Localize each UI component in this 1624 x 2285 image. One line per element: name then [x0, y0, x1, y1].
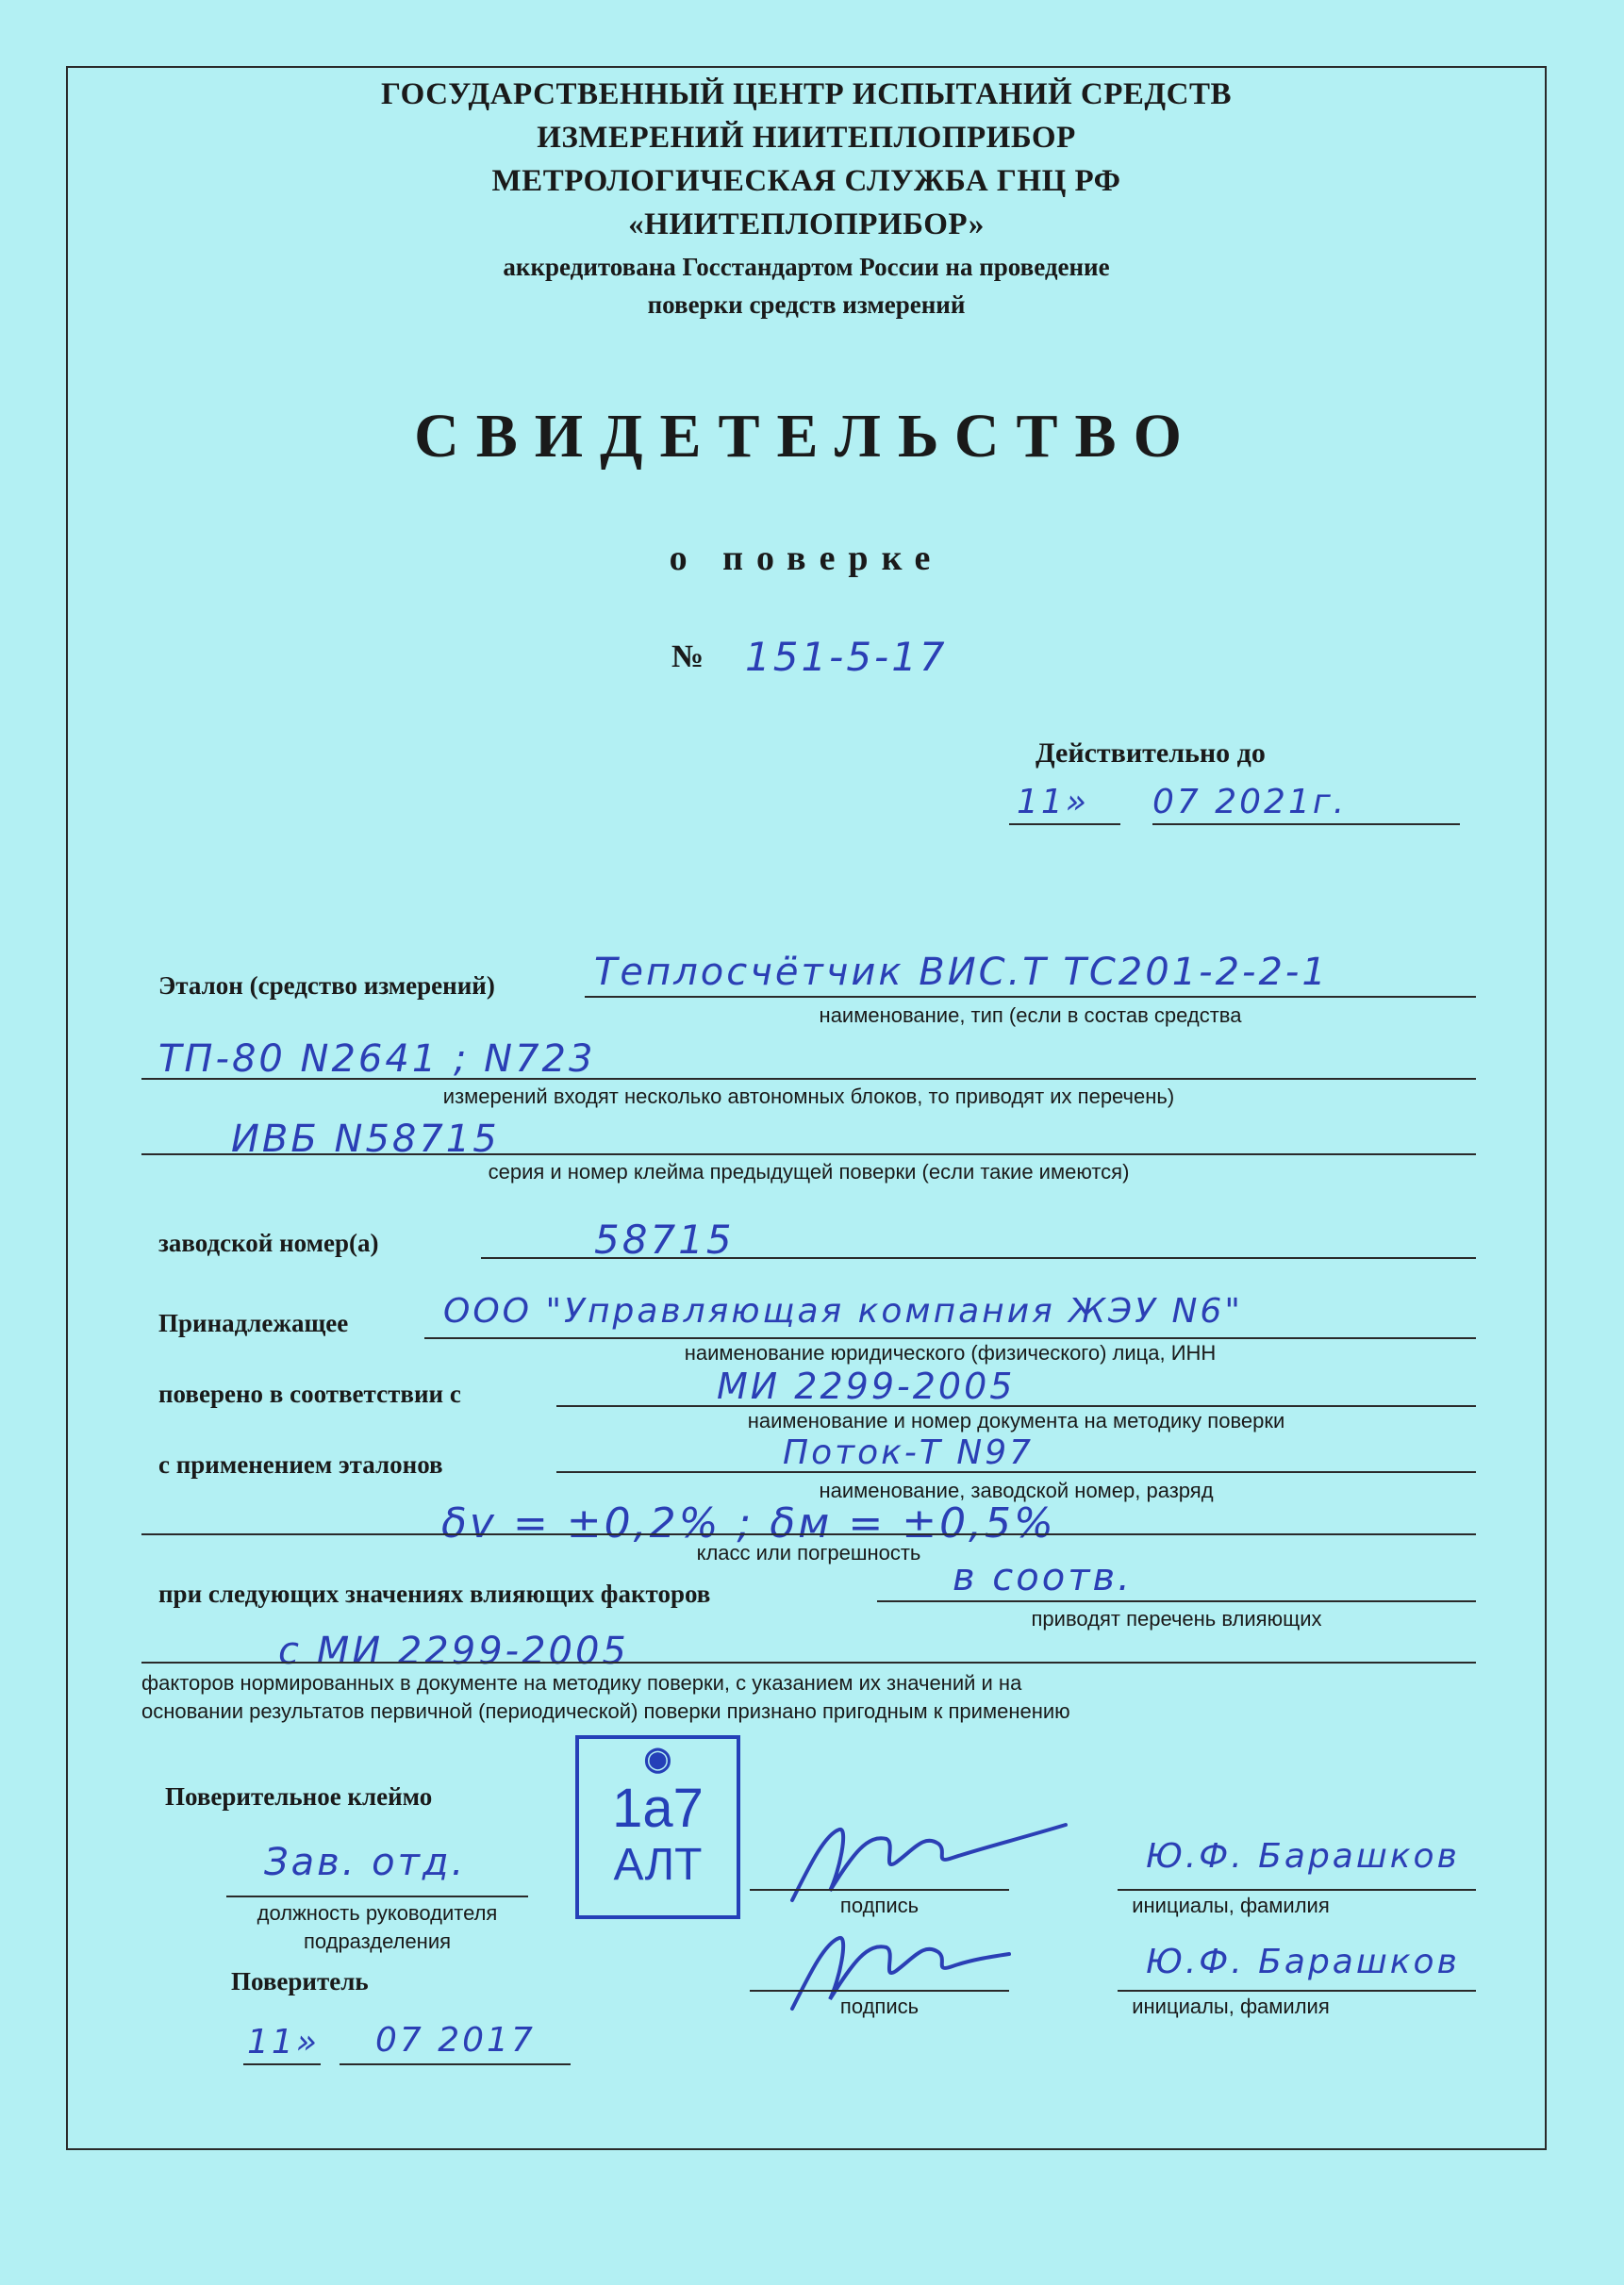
position-caption-2: подразделения: [303, 1929, 452, 1953]
etalon-label: Эталон (средство измерений): [158, 971, 495, 1000]
stamp-org: АЛТ: [613, 1840, 703, 1890]
accuracy-value: δv = ±0,2% ; δм = ±0,5%: [441, 1499, 1056, 1548]
blocks-line: [141, 1078, 1476, 1080]
verify-date-day: 11»: [247, 2023, 321, 2061]
header-line-2: ИЗМЕРЕНИЙ НИИТЕПЛОПРИБОР: [537, 121, 1076, 155]
stamp-code: 1а7: [612, 1778, 704, 1839]
conclusion-line-1: факторов нормированных в документе на методику поверки, с указанием их значений и на: [141, 1671, 1022, 1695]
document-title: СВИДЕТЕЛЬСТВО: [414, 402, 1199, 471]
valid-date-line: [1152, 823, 1460, 825]
serial-value: 58715: [594, 1217, 735, 1263]
standards-value: Поток-Т N97: [783, 1433, 1034, 1472]
signature-caption-2: подпись: [839, 1995, 920, 2018]
verify-day-line: [243, 2063, 321, 2065]
signature-line-1: [750, 1889, 1009, 1891]
header-line-4: «НИИТЕПЛОПРИБОР»: [628, 207, 985, 241]
mark-value: ИВБ N58715: [231, 1118, 500, 1161]
name-caption-2: инициалы, фамилия: [1132, 1995, 1330, 2018]
verify-date-line: [340, 2063, 571, 2065]
serial-label: заводской номер(а): [158, 1229, 379, 1257]
head-name-value: Ю.Ф. Барашков: [1146, 1837, 1460, 1876]
mark-caption: серия и номер клейма предыдущей поверки (если такие имеются): [488, 1160, 1130, 1184]
standards-label: с применением эталонов: [158, 1450, 443, 1479]
valid-day: 11»: [1017, 783, 1090, 821]
conclusion-line-2: основании результатов первичной (периодической) поверки признано пригодным к применению: [141, 1699, 1070, 1723]
method-line: [556, 1405, 1476, 1407]
owner-caption: наименование юридического (физического) лица, ИНН: [684, 1341, 1217, 1365]
etalon-line: [585, 996, 1476, 998]
signature-caption-1: подпись: [839, 1894, 920, 1917]
factors-value-2: с МИ 2299-2005: [278, 1630, 629, 1673]
header-line-5: аккредитована Госстандартом России на проведение: [503, 253, 1110, 281]
factors-line: [877, 1600, 1476, 1602]
stamp-emblem-icon: ◉: [643, 1741, 672, 1777]
etalon-value: Теплосчётчик ВИС.Т ТС201-2-2-1: [594, 951, 1329, 994]
accuracy-line: [141, 1533, 1476, 1535]
verifier-name-value: Ю.Ф. Барашков: [1146, 1943, 1460, 1981]
method-value: МИ 2299-2005: [717, 1366, 1016, 1407]
etalon-caption: наименование, тип (если в состав средства: [819, 1003, 1242, 1027]
standards-caption: наименование, заводской номер, разряд: [819, 1479, 1214, 1502]
mark-line: [141, 1153, 1476, 1155]
valid-day-line: [1009, 823, 1120, 825]
valid-until-label: Действительно до: [1036, 737, 1266, 769]
factors-caption: приводят перечень влияющих: [1031, 1607, 1322, 1631]
method-label: поверено в соответствии с: [158, 1380, 461, 1408]
name-line-1: [1118, 1889, 1476, 1891]
factors-line-2: [141, 1662, 1476, 1664]
factors-label: при следующих значениях влияющих факторов: [158, 1580, 711, 1608]
signature-line-2: [750, 1990, 1009, 1992]
factors-value: в соотв.: [953, 1556, 1133, 1599]
position-value: Зав. отд.: [264, 1841, 467, 1884]
position-line: [226, 1896, 528, 1897]
verifier-label: Поверитель: [231, 1967, 369, 1995]
owner-line: [424, 1337, 1476, 1339]
stamp-label: Поверительное клеймо: [165, 1782, 433, 1811]
owner-label: Принадлежащее: [158, 1309, 349, 1337]
blocks-value: ТП-80 N2641 ; N723: [158, 1037, 596, 1081]
accuracy-caption: класс или погрешность: [696, 1541, 921, 1565]
header-line-6: поверки средств измерений: [647, 290, 966, 319]
valid-month-year: 07 2021г.: [1152, 783, 1348, 821]
position-caption-1: должность руководителя: [257, 1901, 498, 1925]
verification-stamp: [575, 1735, 740, 1919]
header-line-1: ГОСУДАРСТВЕННЫЙ ЦЕНТР ИСПЫТАНИЙ СРЕДСТВ: [381, 77, 1232, 111]
header-line-3: МЕТРОЛОГИЧЕСКАЯ СЛУЖБА ГНЦ РФ: [491, 164, 1121, 198]
verify-date-rest: 07 2017: [375, 2021, 536, 2060]
blocks-caption: измерений входят несколько автономных блоков, то приводят их перечень): [442, 1085, 1175, 1108]
name-caption-1: инициалы, фамилия: [1132, 1894, 1330, 1917]
serial-line: [481, 1257, 1476, 1259]
number-label: №: [671, 639, 704, 674]
name-line-2: [1118, 1990, 1476, 1992]
method-caption: наименование и номер документа на методику поверки: [747, 1409, 1285, 1432]
document-subtitle: о поверке: [669, 538, 944, 578]
owner-value: ООО "Управляющая компания ЖЭУ N6": [443, 1292, 1243, 1331]
number-value: 151-5-17: [745, 634, 948, 680]
standards-line: [556, 1471, 1476, 1473]
